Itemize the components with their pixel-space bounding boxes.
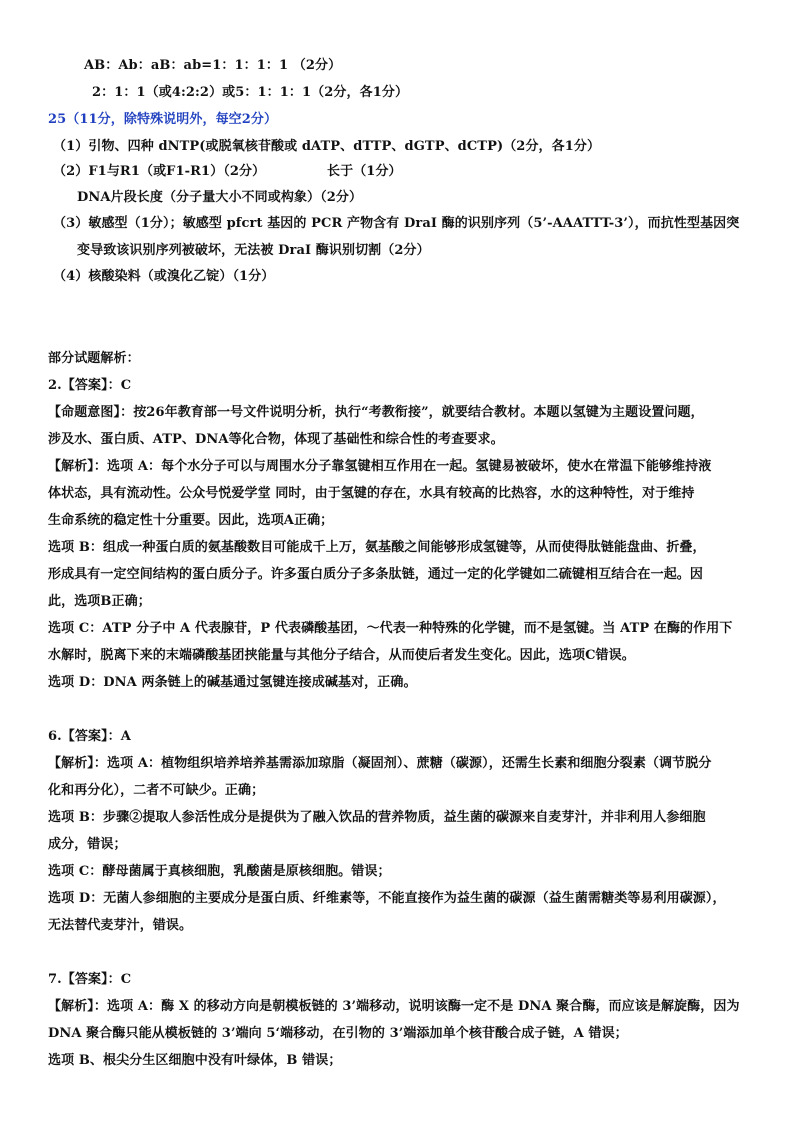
q2-line: 形成具有一定空间结构的蛋白质分子。许多蛋白质分子多条肽链，通过一定的化学键如二硫键相互结合在一起。因 — [48, 567, 704, 582]
q6-line: 选项 B：步骤②提取人参活性成分是提供为了融入饮品的营养物质，益生菌的碳源来自麦芽汁，并非利用人参细胞 — [48, 810, 706, 825]
q2-line: 【命题意图】：按26年教育部一号文件说明分析，执行“考教衔接”，就要结合教材。本题以氢键为主题设置问题， — [48, 405, 704, 420]
q25-part1: （1）引物、四种 dNTP(或脱氧核苷酸或 dATP、dTTP、dGTP、dCTP)（2分，各1分） — [53, 139, 601, 154]
q2-line: 水解时，脱离下来的末端磷酸基团挟能量与其他分子结合，从而使后者发生变化。因此，选项C错误。 — [48, 648, 635, 663]
q6-line: 化和再分化），二者不可缺少。正确； — [48, 783, 265, 798]
q25-part2b: 长于（1分） — [327, 164, 402, 179]
q2-answer: 2.【答案】：C — [48, 378, 132, 393]
q25-title: 25（11分，除特殊说明外，每空2分） — [48, 112, 278, 127]
q2-line: 生命系统的稳定性十分重要。因此，选项A正确； — [48, 513, 334, 528]
q6-line: 无法替代麦芽汁，错误。 — [48, 918, 193, 933]
q7-line: DNA 聚合酶只能从模板链的 3’端向 5‘端移动，在引物的 3’端添加单个核苷酸合成子链，A 错误； — [48, 1026, 628, 1041]
q6-line: 选项 C：酵母菌属于真核细胞，乳酸菌是原核细胞。错误； — [48, 864, 391, 879]
q2-line: 选项 C：ATP 分子中 A 代表腺苷，P 代表磷酸基团，～代表一种特殊的化学键，而不是氢键。当 ATP 在酶的作用下 — [48, 621, 733, 636]
q7-line: 【解析】：选项 A：酶 X 的移动方向是朝模板链的 3’端移动，说明该酶一定不是 DNA 聚合酶，而应该是解旋酶，因为 — [48, 999, 740, 1014]
q2-line: 选项 D：DNA 两条链上的碱基通过氢键连接成碱基对，正确。 — [48, 675, 417, 690]
analysis-title: 部分试题解析： — [48, 351, 140, 366]
q7-line: 选项 B、根尖分生区细胞中没有叶绿体，B 错误； — [48, 1053, 342, 1068]
q2-line: 选项 B：组成一种蛋白质的氨基酸数目可能成千上万，氨基酸之间能够形成氢键等，从而使得肽链能盘曲、折叠， — [48, 540, 706, 555]
q6-line: 成分，错误； — [48, 837, 127, 852]
q2-line: 体状态，具有流动性。公众号悦爱学堂 同时，由于氢键的存在，水具有较高的比热容，水的这种特性，对于维持 — [48, 486, 695, 501]
q25-part2c: DNA片段长度（分子量大小不同或构象）（2分） — [77, 190, 363, 205]
q7-answer: 7.【答案】：C — [48, 972, 132, 987]
q6-line: 选项 D：无菌人参细胞的主要成分是蛋白质、纤维素等，不能直接作为益生菌的碳源（益生菌需糖类等易利用碳源）， — [48, 891, 726, 906]
q25-part3a: （3）敏感型（1分）；敏感型 pfcrt 基因的 PCR 产物含有 DraI 酶的识别序列（5’-AAATTT-3’），而抗性型基因突 — [53, 216, 740, 231]
answer-ratio-line-2: 2：1：1（或4:2:2）或5：1：1：1（2分，各1分） — [92, 85, 409, 100]
q25-part4: （4）核酸染料（或溴化乙锭）（1分） — [53, 269, 275, 284]
q25-part2a: （2）F1与R1（或F1-R1）（2分） — [53, 164, 266, 179]
q2-line: 涉及水、蛋白质、ATP、DNA等化合物，体现了基础性和综合性的考查要求。 — [48, 432, 504, 447]
q25-part3b: 变导致该识别序列被破坏，无法被 DraI 酶识别切割（2分） — [77, 243, 430, 258]
q2-line: 【解析】：选项 A：每个水分子可以与周围水分子靠氢键相互作用在一起。氢键易被破坏，使水在常温下能够维持液 — [48, 459, 712, 474]
q6-answer: 6.【答案】：A — [48, 729, 131, 744]
q6-line: 【解析】：选项 A：植物组织培养培养基需添加琼脂（凝固剂）、蔗糖（碳源），还需生长素和细胞分裂素（调节脱分 — [48, 756, 712, 771]
q2-line: 此，选项B正确； — [48, 594, 151, 609]
answer-ratio-line: AB：Ab：aB：ab=1：1：1：1 （2分） — [84, 58, 342, 73]
